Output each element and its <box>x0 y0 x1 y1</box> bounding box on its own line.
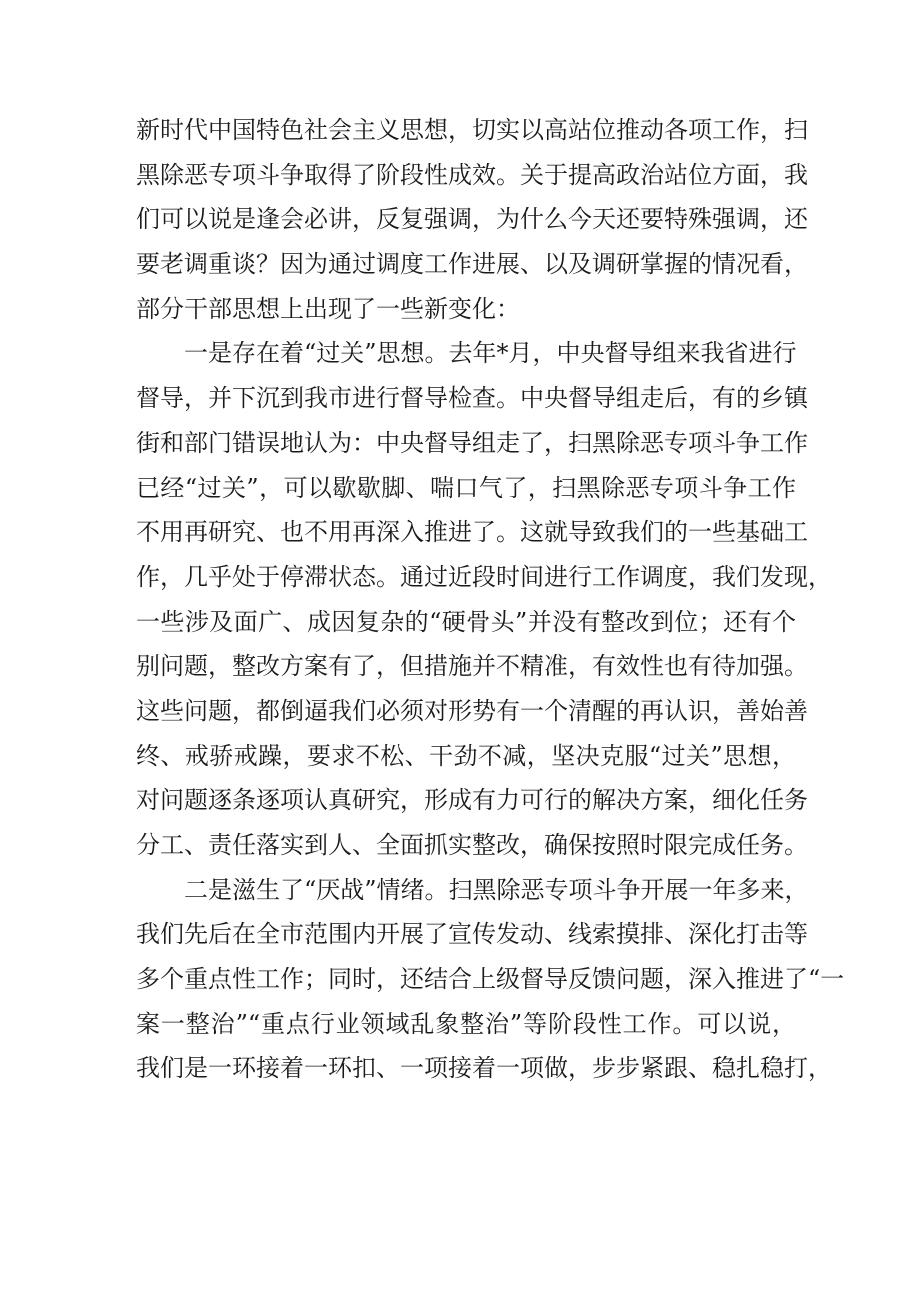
paragraph-3 <box>136 868 845 1091</box>
text-line: 已经“过关”，可以歇歇脚、喘口气了，扫黑除恶专项斗争工作 <box>136 473 796 502</box>
text-line: 不用再研究、也不用再深入推进了。这就导致我们的一些基础工 <box>136 518 808 547</box>
body-text <box>136 108 845 1091</box>
text-line: 我们是一环接着一环扣、一项接着一项做，步步紧跟、稳扎稳打， <box>136 1054 832 1083</box>
paragraph-2 <box>136 331 832 867</box>
text-line: 二是滋生了“厌战”情绪。扫黑除恶专项斗争开展一年多来， <box>184 875 809 904</box>
text-line: 要老调重谈？因为通过调度工作进展、以及调研掌握的情况看， <box>136 250 808 279</box>
text-line: 黑除恶专项斗争取得了阶段性成效。关于提高政治站位方面，我 <box>136 160 808 189</box>
text-line: 一些涉及面广、成因复杂的“硬骨头”并没有整改到位；还有个 <box>136 607 796 636</box>
text-line: 们可以说是逢会必讲，反复强调，为什么今天还要特殊强调，还 <box>136 205 808 234</box>
text-line: 一是存在着“过关”思想。去年*月，中央督导组来我省进行 <box>184 339 797 368</box>
text-line: 督导，并下沉到我市进行督导检查。中央督导组走后，有的乡镇 <box>136 384 808 413</box>
text-line: 部分干部思想上出现了一些新变化： <box>136 294 520 323</box>
paragraph-1 <box>136 108 808 331</box>
text-line: 作，几乎处于停滞状态。通过近段时间进行工作调度，我们发现， <box>136 562 832 591</box>
text-line: 街和部门错误地认为：中央督导组走了，扫黑除恶专项斗争工作 <box>136 428 808 457</box>
text-line: 多个重点性工作；同时，还结合上级督导反馈问题，深入推进了“一 <box>136 965 845 994</box>
text-line: 案一整治”“重点行业领域乱象整治”等阶段性工作。可以说， <box>136 1009 796 1038</box>
text-line: 新时代中国特色社会主义思想，切实以高站位推动各项工作，扫 <box>136 116 808 144</box>
text-line: 我们先后在全市范围内开展了宣传发动、线索摸排、深化打击等 <box>136 920 808 949</box>
text-line: 这些问题，都倒逼我们必须对形势有一个清醒的再认识，善始善 <box>136 696 808 725</box>
text-line: 分工、责任落实到人、全面抓实整改，确保按照时限完成任务。 <box>136 831 808 859</box>
text-line: 别问题，整改方案有了，但措施并不精准，有效性也有待加强。 <box>136 652 808 681</box>
text-line: 终、戒骄戒躁，要求不松、干劲不减，坚决克服“过关”思想， <box>136 741 796 770</box>
text-line: 对问题逐条逐项认真研究，形成有力可行的解决方案，细化任务 <box>136 786 808 815</box>
